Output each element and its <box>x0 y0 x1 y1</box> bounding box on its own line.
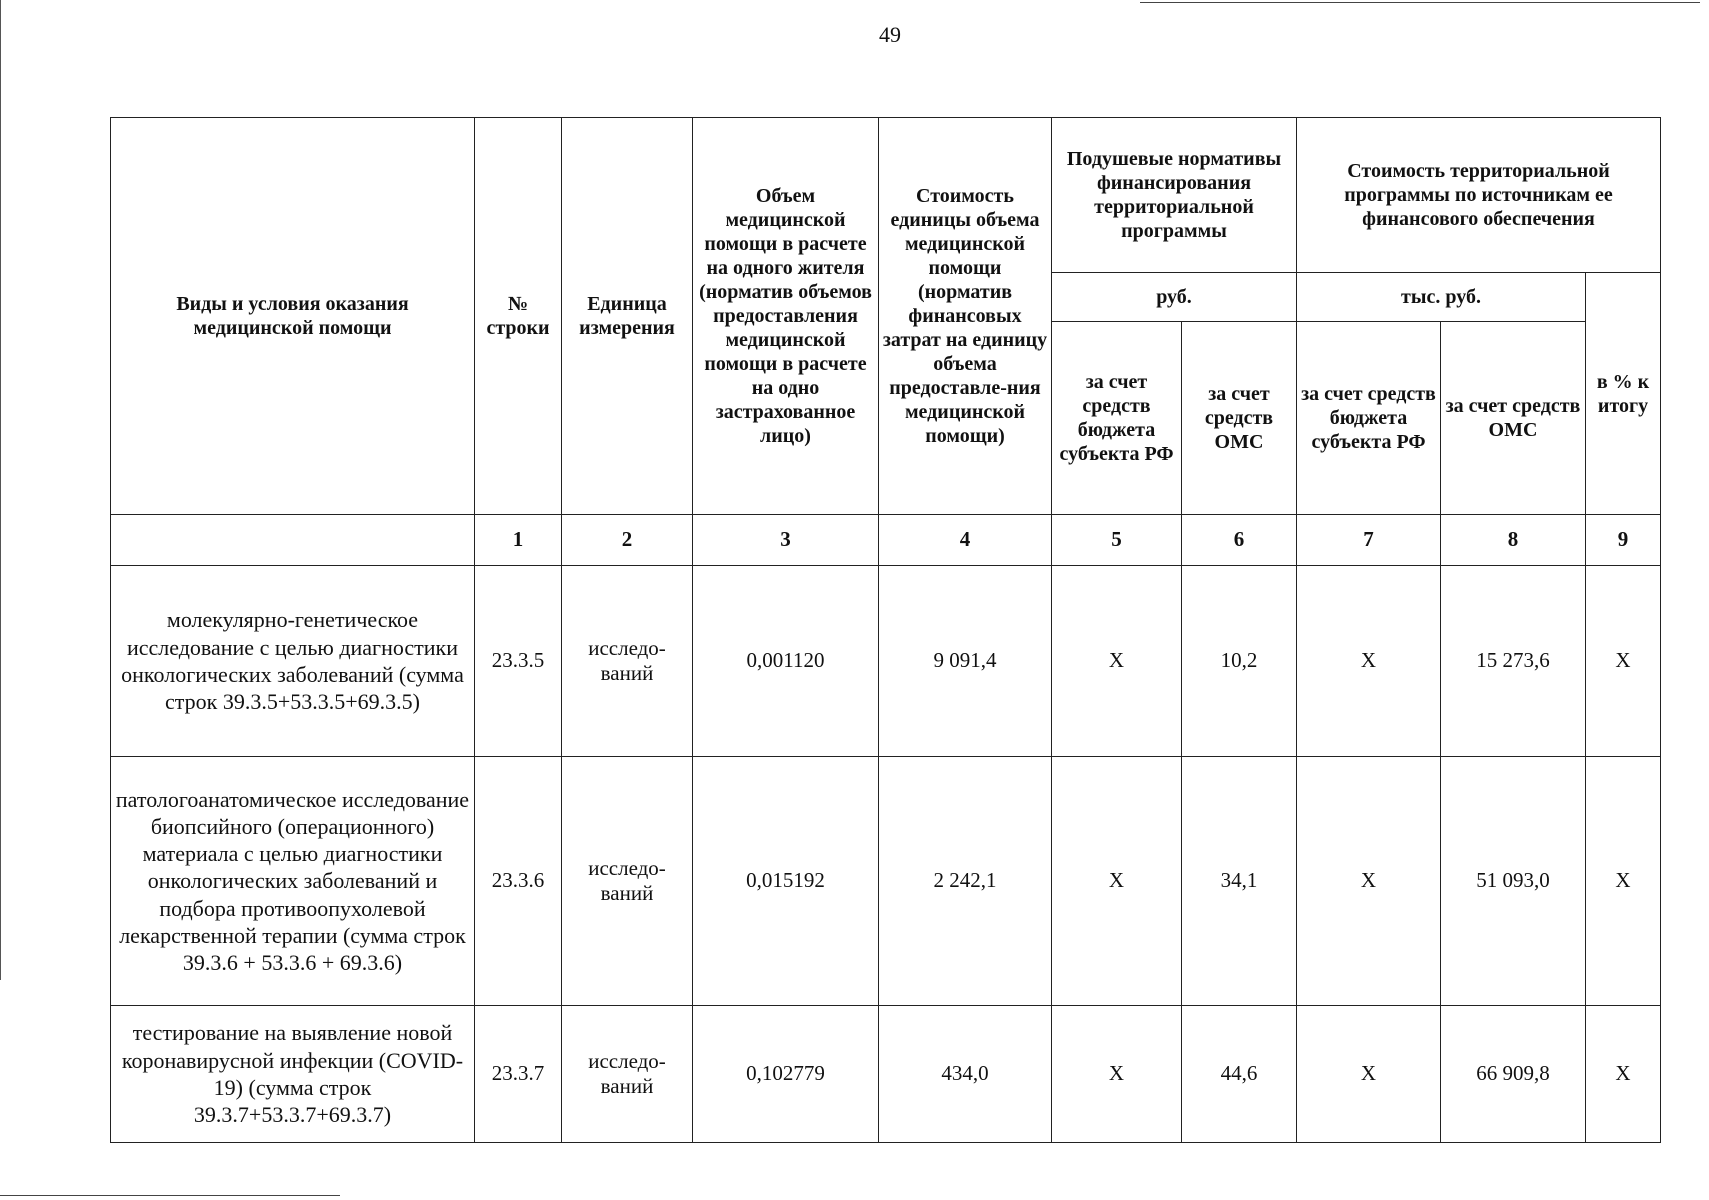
header-unit-rub: руб. <box>1052 273 1297 322</box>
row-unit: исследо-ваний <box>562 1006 693 1143</box>
row-unit: исследо-ваний <box>562 757 693 1006</box>
row-number: 23.3.7 <box>475 1006 562 1143</box>
row-number: 23.3.6 <box>475 757 562 1006</box>
table-row <box>111 566 1661 757</box>
row-budget-rub: X <box>1052 566 1182 757</box>
header-unit-cost: Стоимость единицы объема медицинской помощи (норматив финансовых затрат на единицу объема предоставле-ния медицинской помощи) <box>879 118 1052 515</box>
row-name: патологоанатомическое исследование биопсийного (операционного) материала с целью диагностики онкологических заболеваний и подбора противоопухолевой лекарственной терапии (сумма строк 39.3.6 + 53.3.6 + 69.3.6) <box>111 757 475 1006</box>
column-number: 4 <box>879 515 1052 566</box>
header-row-1 <box>111 118 1661 273</box>
row-unit-cost: 9 091,4 <box>879 566 1052 757</box>
row-oms-thousand: 66 909,8 <box>1441 1006 1586 1143</box>
column-number: 3 <box>693 515 879 566</box>
column-number: 1 <box>475 515 562 566</box>
medical-care-table-wrapper <box>110 117 1660 1143</box>
row-volume: 0,102779 <box>693 1006 879 1143</box>
row-volume: 0,015192 <box>693 757 879 1006</box>
column-number: 8 <box>1441 515 1586 566</box>
header-percent: в % к итогу <box>1586 273 1661 515</box>
header-oms-rub: за счет средств ОМС <box>1182 322 1297 515</box>
header-volume: Объем медицинской помощи в расчете на одного жителя (норматив объемов предоставления медицинской помощи в расчете на одно застрахованное лицо) <box>693 118 879 515</box>
medical-care-table <box>110 117 1661 1143</box>
row-volume: 0,001120 <box>693 566 879 757</box>
header-budget-rub: за счет средств бюджета субъекта РФ <box>1052 322 1182 515</box>
header-per-capita-group: Подушевые нормативы финансирования территориальной программы <box>1052 118 1297 273</box>
row-oms-rub: 44,6 <box>1182 1006 1297 1143</box>
column-number: 5 <box>1052 515 1182 566</box>
row-percent: X <box>1586 566 1661 757</box>
column-number: 7 <box>1297 515 1441 566</box>
row-percent: X <box>1586 1006 1661 1143</box>
scan-line-top <box>1140 2 1700 3</box>
header-oms-thousand: за счет средств ОМС <box>1441 322 1586 515</box>
header-kind: Виды и условия оказания медицинской помощи <box>111 118 475 515</box>
column-number: 2 <box>562 515 693 566</box>
row-budget-rub: X <box>1052 1006 1182 1143</box>
row-name: молекулярно-генетическое исследование с целью диагностики онкологических заболеваний (сумма строк 39.3.5+53.3.5+69.3.5) <box>111 566 475 757</box>
row-oms-thousand: 51 093,0 <box>1441 757 1586 1006</box>
column-number: 9 <box>1586 515 1661 566</box>
header-unit: Единица измерения <box>562 118 693 515</box>
row-unit-cost: 2 242,1 <box>879 757 1052 1006</box>
header-program-cost-group: Стоимость территориальной программы по источникам ее финансового обеспечения <box>1297 118 1661 273</box>
row-budget-thousand: X <box>1297 757 1441 1006</box>
table-row <box>111 1006 1661 1143</box>
header-row-number: № строки <box>475 118 562 515</box>
page-number: 49 <box>879 22 901 47</box>
column-number <box>111 515 475 566</box>
header-budget-thousand: за счет средств бюджета субъекта РФ <box>1297 322 1441 515</box>
row-oms-rub: 10,2 <box>1182 566 1297 757</box>
row-number: 23.3.5 <box>475 566 562 757</box>
row-percent: X <box>1586 757 1661 1006</box>
header-unit-thousand-rub: тыс. руб. <box>1297 273 1586 322</box>
column-number-row <box>111 515 1661 566</box>
row-unit: исследо-ваний <box>562 566 693 757</box>
row-oms-thousand: 15 273,6 <box>1441 566 1586 757</box>
row-unit-cost: 434,0 <box>879 1006 1052 1143</box>
row-budget-thousand: X <box>1297 566 1441 757</box>
table-row <box>111 757 1661 1006</box>
row-budget-thousand: X <box>1297 1006 1441 1143</box>
scan-line-bottom <box>0 1195 340 1196</box>
scan-edge-left <box>0 0 1 980</box>
row-name: тестирование на выявление новой коронавирусной инфекции (COVID-19) (сумма строк 39.3.7+53.3.7+69.3.7) <box>111 1006 475 1143</box>
column-number: 6 <box>1182 515 1297 566</box>
row-oms-rub: 34,1 <box>1182 757 1297 1006</box>
row-budget-rub: X <box>1052 757 1182 1006</box>
